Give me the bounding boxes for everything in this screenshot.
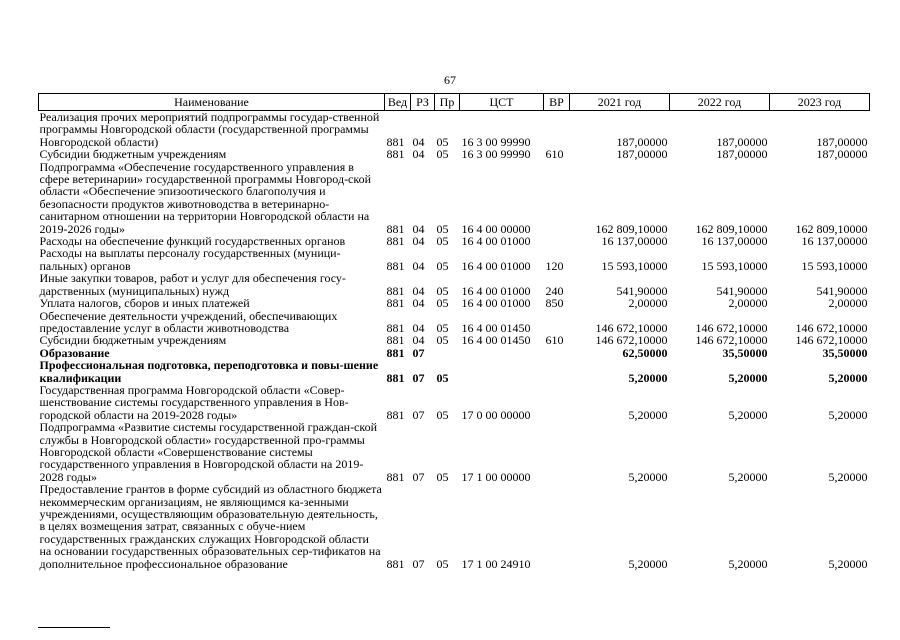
row-2022: 5,20000 [728, 469, 768, 484]
row-rz: 04 [412, 221, 425, 236]
table-row [39, 297, 870, 309]
row-cst: 17 1 00 00000 [461, 469, 531, 484]
row-name: Образование [39, 345, 110, 360]
row-vr: 610 [545, 333, 564, 348]
row-vr: 610 [545, 147, 564, 162]
row-pr: 05 [436, 333, 449, 348]
row-rz: 04 [412, 134, 425, 149]
table-row [39, 148, 870, 160]
row-pr: 05 [436, 234, 449, 249]
header-2021: 2021 год [570, 94, 670, 111]
row-vr [544, 384, 570, 421]
row-pr: 05 [436, 147, 449, 162]
row-name: Иные закупки товаров, работ и услуг для обеспечения госу-дарственных (муниципальных) нужд [39, 271, 346, 298]
row-vr: 120 [545, 258, 564, 273]
row-2022: 5,20000 [728, 556, 768, 571]
row-name: Расходы на обеспечение функций государственных органов [39, 234, 346, 249]
table-row [39, 247, 870, 272]
row-vr: 850 [545, 296, 564, 311]
header-vr: ВР [544, 94, 570, 111]
row-2023: 162 809,10000 [795, 221, 868, 236]
row-pr: 05 [436, 283, 449, 298]
row-2023: 35,50000 [822, 345, 868, 360]
row-2021: 146 672,10000 [595, 333, 668, 348]
row-rz: 07 [412, 556, 425, 571]
row-cst: 16 4 00 01000 [461, 258, 531, 273]
row-ved: 881 [386, 345, 405, 360]
row-pr: 05 [436, 296, 449, 311]
row-rz: 04 [412, 258, 425, 273]
row-2021: 15 593,10000 [601, 258, 668, 273]
row-ved: 881 [386, 556, 405, 571]
row-cst: 16 4 00 01000 [461, 296, 531, 311]
row-cst [460, 359, 544, 384]
table-row [39, 310, 870, 335]
row-rz: 07 [412, 345, 425, 360]
table-row [39, 111, 870, 149]
row-pr: 05 [436, 407, 449, 422]
row-rz: 07 [412, 469, 425, 484]
header-rz: РЗ [411, 94, 435, 111]
row-2022: 162 809,10000 [695, 221, 768, 236]
footnote-rule [38, 627, 110, 628]
row-2023: 187,00000 [816, 134, 868, 149]
row-cst: 16 3 00 99990 [461, 134, 531, 149]
row-2023: 5,20000 [828, 469, 868, 484]
row-vr [544, 235, 570, 247]
row-2023: 187,00000 [816, 147, 868, 162]
table-row [39, 161, 870, 235]
row-ved: 881 [386, 258, 405, 273]
row-name: Реализация прочих мероприятий подпрограммы государ-ственной программы Новгородской области (государственной программы Новгородской области) [39, 110, 380, 149]
row-cst: 17 1 00 24910 [461, 556, 531, 571]
row-cst: 16 4 00 00000 [461, 221, 531, 236]
row-name: Расходы на выплаты персоналу государственных (муници-пальных) органов [39, 246, 341, 273]
row-pr [435, 347, 460, 359]
header-ved: Вед [385, 94, 411, 111]
table-row [39, 421, 870, 483]
row-2021: 541,90000 [616, 283, 668, 298]
row-vr: 240 [545, 283, 564, 298]
row-rz: 04 [412, 333, 425, 348]
row-vr [544, 347, 570, 359]
row-vr [544, 310, 570, 335]
row-2021: 187,00000 [616, 147, 668, 162]
row-ved: 881 [386, 333, 405, 348]
row-2021: 5,20000 [628, 370, 668, 385]
row-2023: 5,20000 [828, 407, 868, 422]
row-2023: 5,20000 [828, 370, 868, 385]
row-pr: 05 [436, 134, 449, 149]
row-ved: 881 [386, 370, 405, 385]
row-ved: 881 [386, 469, 405, 484]
table-header-row [39, 94, 870, 111]
row-cst: 16 4 00 01450 [461, 333, 531, 348]
row-vr [544, 111, 570, 149]
row-2022: 541,90000 [716, 283, 768, 298]
table-row [39, 483, 870, 570]
row-pr: 05 [436, 370, 449, 385]
row-ved: 881 [386, 234, 405, 249]
row-rz: 07 [412, 370, 425, 385]
row-2021: 187,00000 [616, 134, 668, 149]
header-2023: 2023 год [770, 94, 870, 111]
row-pr: 05 [436, 221, 449, 236]
row-2021: 16 137,00000 [601, 234, 668, 249]
row-vr [544, 483, 570, 570]
row-2021: 62,50000 [622, 345, 668, 360]
row-2021: 5,20000 [628, 556, 668, 571]
row-pr: 05 [436, 556, 449, 571]
row-ved: 881 [386, 134, 405, 149]
row-2022: 146 672,10000 [695, 333, 768, 348]
row-pr: 05 [436, 320, 449, 335]
row-cst: 16 4 00 01000 [461, 283, 531, 298]
row-2021: 2,00000 [628, 296, 668, 311]
row-cst: 16 4 00 01000 [461, 234, 531, 249]
row-cst: 16 4 00 01450 [461, 320, 531, 335]
row-2022: 16 137,00000 [701, 234, 768, 249]
row-2023: 2,00000 [828, 296, 868, 311]
table-body [39, 111, 870, 571]
row-name: Подпрограмма «Развитие системы государственной граждан-ской службы в Новгородской области» государственной про-граммы Новгородской области «Совершенствование системы государственного управления в Новгородской области на 2019-2028 годы» [39, 420, 378, 484]
row-2023: 15 593,10000 [801, 258, 868, 273]
row-rz: 04 [412, 283, 425, 298]
table-row [39, 384, 870, 421]
row-2023: 146 672,10000 [795, 320, 868, 335]
row-2022: 5,20000 [728, 407, 768, 422]
row-ved: 881 [386, 407, 405, 422]
row-2021: 5,20000 [628, 469, 668, 484]
row-rz: 04 [412, 296, 425, 311]
row-rz: 04 [412, 147, 425, 162]
row-2022: 187,00000 [716, 134, 768, 149]
row-name: Обеспечение деятельности учреждений, обеспечивающих предоставление услуг в области животноводства [39, 308, 338, 335]
row-2023: 541,90000 [816, 283, 868, 298]
row-ved: 881 [386, 221, 405, 236]
row-2021: 162 809,10000 [595, 221, 668, 236]
row-2022: 146 672,10000 [695, 320, 768, 335]
header-2022: 2022 год [670, 94, 770, 111]
page-number: 67 [444, 73, 456, 87]
row-ved: 881 [386, 296, 405, 311]
row-rz: 04 [412, 320, 425, 335]
row-2022: 187,00000 [716, 147, 768, 162]
row-vr [544, 359, 570, 384]
row-vr [544, 161, 570, 235]
table-row [39, 272, 870, 297]
row-vr [544, 421, 570, 483]
row-name: Уплата налогов, сборов и иных платежей [39, 296, 250, 311]
row-2023: 146 672,10000 [795, 333, 868, 348]
row-cst: 16 3 00 99990 [461, 147, 531, 162]
row-cst [460, 347, 544, 359]
row-ved: 881 [386, 283, 405, 298]
row-name: Субсидии бюджетным учреждениям [39, 333, 227, 348]
row-pr: 05 [436, 258, 449, 273]
row-name: Предоставление грантов в форме субсидий из областного бюджета некоммерческим организациям, не являющимся ка-зенными учреждениями, осуществляющим образовательную деятельность, в целях возмещения затрат, связанных с обуче-нием государственных гражданских служащих Новгородской области на основании государственных образовательных сер-тификатов на дополнительное профессиональное образование [39, 482, 382, 571]
row-ved: 881 [386, 320, 405, 335]
row-2022: 5,20000 [728, 370, 768, 385]
row-2023: 16 137,00000 [801, 234, 868, 249]
row-2022: 15 593,10000 [701, 258, 768, 273]
header-cst: ЦСТ [460, 94, 544, 111]
row-2023: 5,20000 [828, 556, 868, 571]
table-row [39, 359, 870, 384]
row-name: Подпрограмма «Обеспечение государственного управления в сфере ветеринарии» государственной программы Новгород-ской области «Обеспечение эпизоотического благополучия и безопасности продуктов животноводства в ветеринарно-санитарном отношении на территории Новгородской области на 2019-2026 годы» [39, 159, 372, 236]
header-pr: Пр [435, 94, 460, 111]
row-2021: 5,20000 [628, 407, 668, 422]
row-pr: 05 [436, 469, 449, 484]
header-name: Наименование [39, 94, 385, 111]
table-row [39, 334, 870, 346]
row-name: Государственная программа Новгородской области «Совер-шенствование системы государственного управления в Нов-городской области на 2019-2028 годы» [39, 382, 349, 422]
row-2021: 146 672,10000 [595, 320, 668, 335]
row-name: Субсидии бюджетным учреждениям [39, 147, 227, 162]
row-2022: 2,00000 [728, 296, 768, 311]
row-name: Профессиональная подготовка, переподготовка и повы-шение квалификации [39, 358, 379, 385]
budget-table [38, 93, 870, 570]
row-ved: 881 [386, 147, 405, 162]
row-cst: 17 0 00 00000 [461, 407, 531, 422]
row-rz: 04 [412, 234, 425, 249]
row-rz: 07 [412, 407, 425, 422]
row-2022: 35,50000 [722, 345, 768, 360]
